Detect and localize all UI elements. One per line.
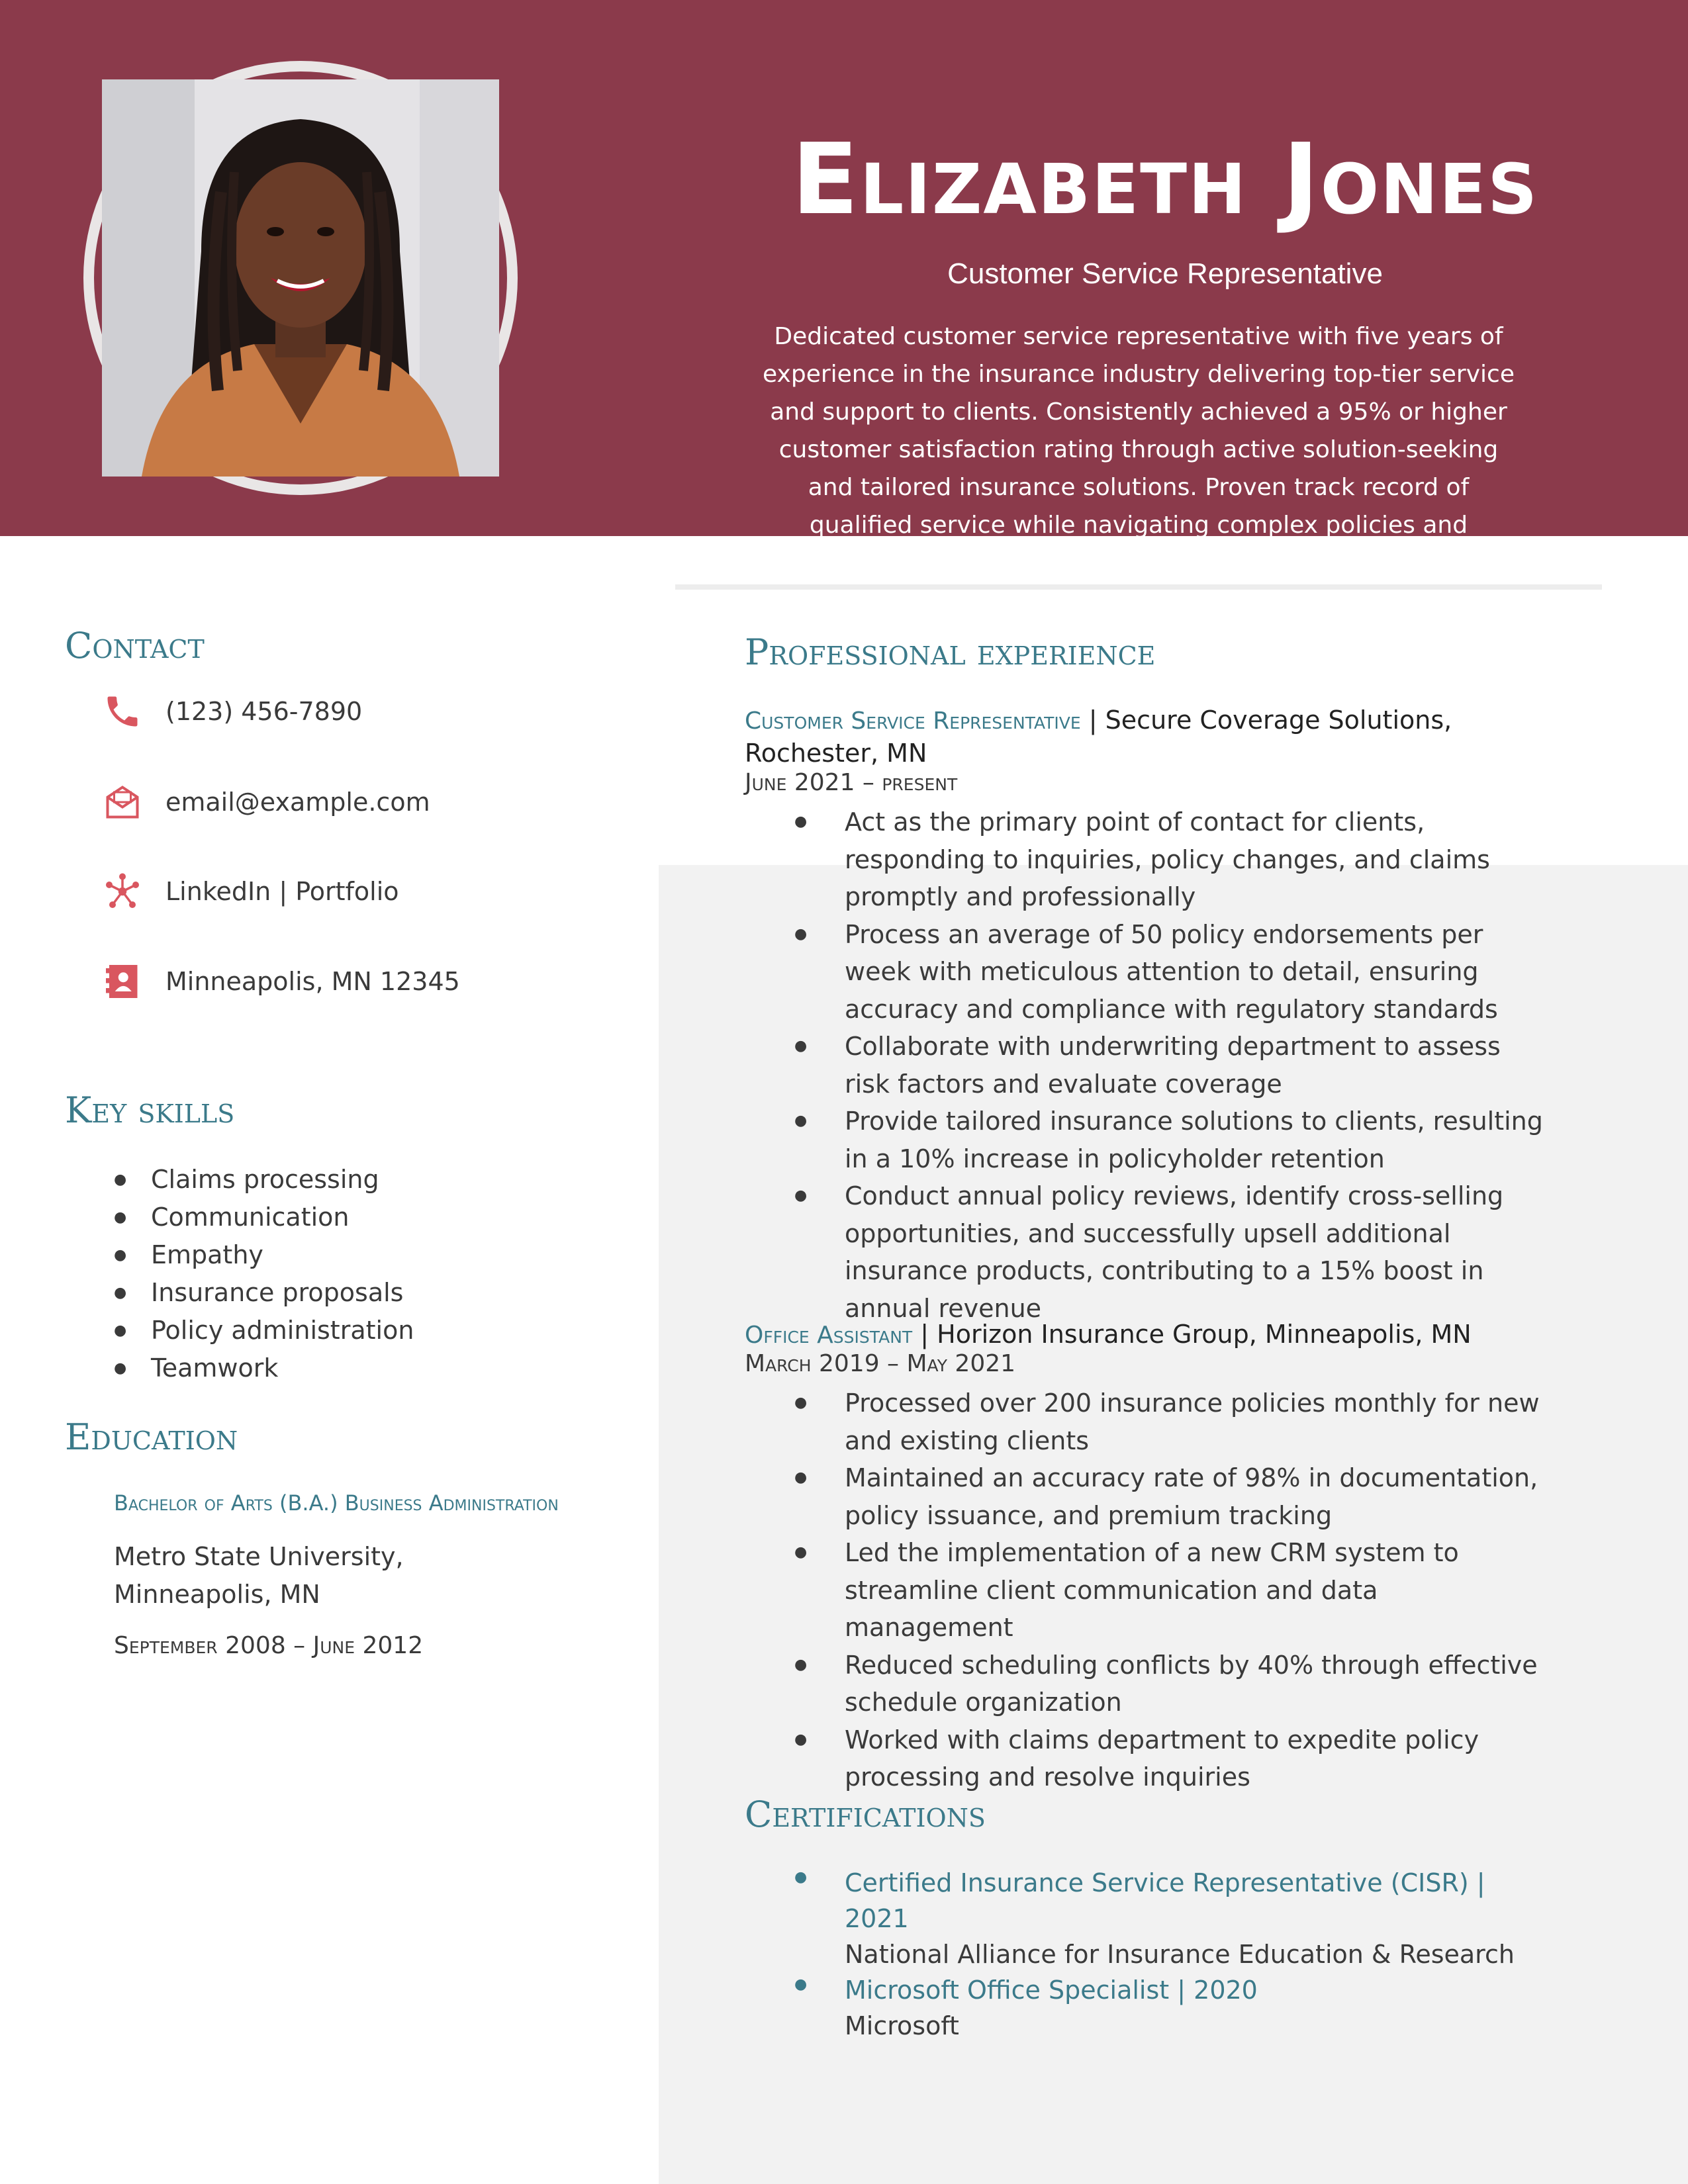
list-item: ● Communication bbox=[114, 1199, 414, 1236]
certification-org: National Alliance for Insurance Education & Research bbox=[845, 1940, 1515, 1969]
phone-icon bbox=[99, 688, 146, 735]
list-item: ● Conduct annual policy reviews, identify cross-selling opportunities, and successfully upsell additional insurance products, contributing to a 15% boost in annual revenue bbox=[794, 1177, 1549, 1327]
list-item bbox=[794, 1865, 1549, 1972]
portrait-illustration bbox=[102, 79, 499, 477]
candidate-title: Customer Service Representative bbox=[947, 257, 1383, 290]
list-item: ● Empathy bbox=[114, 1236, 414, 1274]
list-item: ● Process an average of 50 policy endorsements per week with meticulous attention to detail, ensuring accuracy and compliance with regulatory standards bbox=[794, 916, 1549, 1028]
contact-links bbox=[99, 868, 399, 915]
header-divider bbox=[675, 584, 1602, 590]
certification-org: Microsoft bbox=[845, 2011, 959, 2040]
certifications-list bbox=[794, 1865, 1549, 2044]
list-item: ● Act as the primary point of contact for clients, responding to inquiries, policy changes, and claims promptly and professionally bbox=[794, 803, 1549, 916]
profile-photo-border bbox=[94, 71, 507, 484]
job-dates: March 2019 – May 2021 bbox=[745, 1350, 1016, 1377]
list-item: ● Worked with claims department to expedite policy processing and resolve inquiries bbox=[794, 1721, 1549, 1796]
job-company: | Secure Coverage Solutions, Rochester, MN bbox=[745, 705, 1452, 768]
linkedin-portfolio-link[interactable]: LinkedIn | Portfolio bbox=[165, 877, 399, 906]
list-item: ● Collaborate with underwriting department to assess risk factors and evaluate coverage bbox=[794, 1028, 1549, 1103]
candidate-name: Elizabeth Jones bbox=[791, 122, 1539, 236]
network-icon bbox=[99, 868, 146, 915]
profile-photo bbox=[102, 79, 499, 477]
job-role: Office Assistant bbox=[745, 1322, 913, 1349]
profile-summary: Dedicated customer service representative with five years of experience in the insurance industry delivering top-tier service and support to clients. Consistently achieved a 95% or higher customer satisfaction rating through active solution-seeking and tailored insurance solutions. Proven track record of qualified service while navigating complex policies and regulations. bbox=[763, 323, 1515, 576]
phone-number[interactable]: (123) 456-7890 bbox=[165, 697, 363, 726]
job-dates: June 2021 – present bbox=[745, 769, 958, 796]
list-item: ● Teamwork bbox=[114, 1349, 414, 1387]
education-heading: Education bbox=[65, 1416, 238, 1458]
job-bullets bbox=[794, 803, 1549, 1327]
job-role: Customer Service Representative bbox=[745, 707, 1081, 735]
list-item bbox=[794, 1972, 1549, 2044]
email-address[interactable]: email@example.com bbox=[165, 788, 430, 817]
list-item: ● Maintained an accuracy rate of 98% in documentation, policy issuance, and premium tracking bbox=[794, 1459, 1549, 1534]
profile-photo-frame bbox=[83, 61, 518, 495]
job-header bbox=[745, 704, 1539, 769]
certification-name: ● Certified Insurance Service Representative (CISR) | 2021 bbox=[845, 1868, 1485, 1933]
list-item: ● Led the implementation of a new CRM system to streamline client communication and data management bbox=[794, 1534, 1549, 1647]
skills-list bbox=[114, 1161, 414, 1387]
education-school: Metro State University, Minneapolis, MN bbox=[114, 1542, 404, 1609]
location-text: Minneapolis, MN 12345 bbox=[165, 967, 460, 996]
certification-name: ● Microsoft Office Specialist | 2020 bbox=[845, 1976, 1258, 2005]
list-item: ● Reduced scheduling conflicts by 40% through effective schedule organization bbox=[794, 1647, 1549, 1721]
email-icon bbox=[99, 779, 146, 825]
contact-heading: Contact bbox=[65, 625, 205, 666]
job-header bbox=[745, 1318, 1539, 1351]
list-item: ● Provide tailored insurance solutions to clients, resulting in a 10% increase in policyholder retention bbox=[794, 1103, 1549, 1177]
list-item: ● Claims processing bbox=[114, 1161, 414, 1199]
list-item: ● Policy administration bbox=[114, 1312, 414, 1349]
skills-heading: Key skills bbox=[65, 1089, 235, 1131]
job-company: | Horizon Insurance Group, Minneapolis, MN bbox=[912, 1320, 1472, 1349]
contact-email bbox=[99, 779, 430, 825]
experience-heading: Professional experience bbox=[745, 631, 1156, 673]
job-bullets bbox=[794, 1385, 1549, 1796]
location-icon bbox=[99, 958, 146, 1005]
list-item: ● Processed over 200 insurance policies monthly for new and existing clients bbox=[794, 1385, 1549, 1459]
contact-phone bbox=[99, 688, 362, 735]
education-dates: September 2008 – June 2012 bbox=[114, 1632, 424, 1659]
contact-location bbox=[99, 958, 460, 1005]
list-item: ● Insurance proposals bbox=[114, 1274, 414, 1312]
certifications-heading: Certifications bbox=[745, 1794, 986, 1835]
education-degree: Bachelor of Arts (B.A.) Business Administration bbox=[114, 1490, 559, 1516]
header-banner bbox=[0, 0, 1688, 576]
